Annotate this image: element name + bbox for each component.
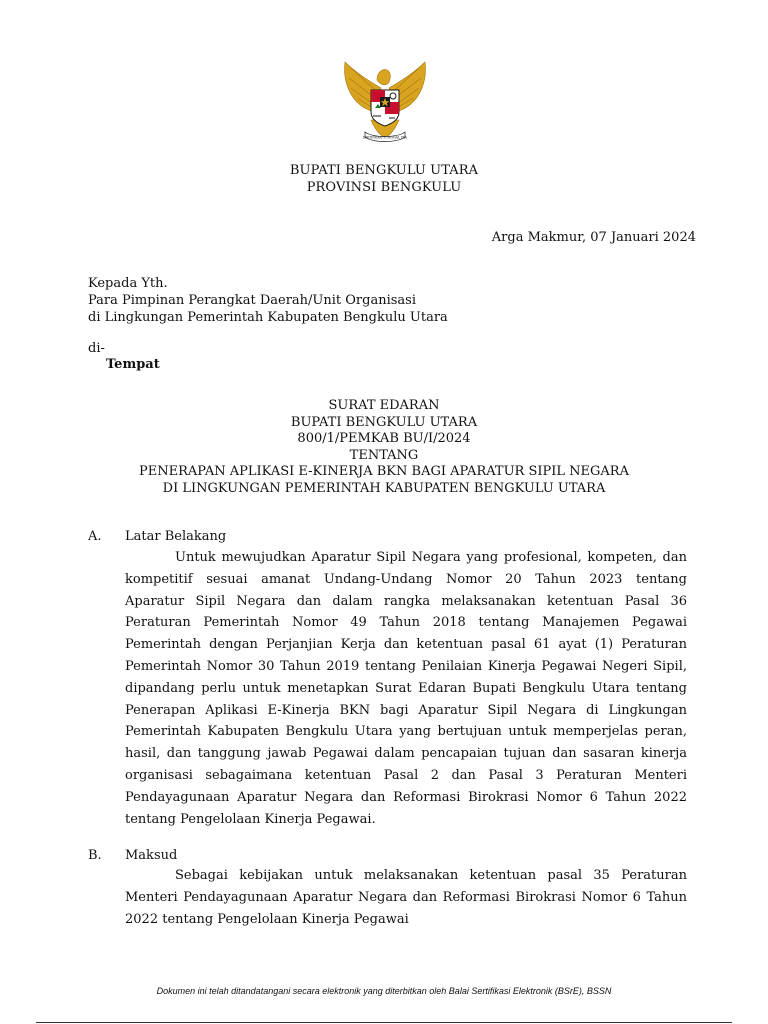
paragraph-line: tentang Pengelolaan Kinerja Pegawai. — [125, 811, 376, 827]
title-line-5: PENERAPAN APLIKASI E-KINERJA BKN BAGI APARATUR SIPIL NEGARA — [139, 464, 629, 479]
title-line-6: DI LINGKUNGAN PEMERINTAH KABUPATEN BENGKULU UTARA — [162, 480, 606, 496]
letterhead — [0, 162, 768, 196]
paragraph-line: Aparatur Sipil Negara dan dalam rangka melaksanakan ketentuan Pasal 36 — [125, 593, 687, 609]
section-a-heading: Latar Belakang — [125, 529, 227, 544]
section-b-heading: Maksud — [125, 848, 178, 863]
paragraph-line: kompetitif sesuai amanat Undang-Undang Nomor 20 Tahun 2023 tentang — [125, 571, 687, 587]
address-tempat: Tempat — [106, 357, 160, 372]
paragraph-line: Sebagai kebijakan untuk melaksanakan ketentuan pasal 35 Peraturan — [175, 868, 687, 883]
section-a-letter: A. — [88, 529, 102, 544]
motto-text: BHINNEKA TUNGGAL IKA — [363, 135, 407, 140]
address-line-1: Kepada Yth. — [88, 276, 168, 291]
paragraph-line: Penerapan Aplikasi E-Kinerja BKN bagi Aparatur Sipil Negara di Lingkungan — [125, 702, 687, 718]
letter-date: Arga Makmur, 07 Januari 2024 — [491, 230, 696, 245]
esign-footer-note: Dokumen ini telah ditandatangani secara elektronik yang diterbitkan oleh Balai Sertifikasi Elektronik (BSrE), BSSN — [156, 986, 612, 996]
title-line-3: 800/1/PEMKAB BU/I/2024 — [297, 431, 471, 446]
letterhead-line-1: BUPATI BENGKULU UTARA — [289, 163, 479, 178]
paragraph-line: 2022 tentang Pengelolaan Kinerja Pegawai — [125, 911, 409, 927]
recipient-address — [88, 275, 448, 326]
address-di: di- — [88, 341, 105, 356]
section-b-letter: B. — [88, 848, 102, 863]
document-title — [0, 398, 768, 497]
shield — [371, 90, 399, 126]
section-a-paragraph — [125, 547, 687, 830]
paragraph-line: Pemerintah Kabupaten Bengkulu Utara yang bertujuan untuk memperjelas peran, — [125, 724, 687, 740]
paragraph-line: Menteri Pendayagunaan Aparatur Negara dan Reformasi Birokrasi Nomor 6 Tahun — [125, 889, 687, 905]
title-line-4: TENTANG — [349, 447, 419, 463]
paragraph-line: Pendayagunaan Aparatur Negara dan Reformasi Birokrasi Nomor 6 Tahun 2022 — [125, 789, 687, 805]
letterhead-line-2: PROVINSI BENGKULU — [306, 180, 462, 195]
section-b-paragraph — [125, 865, 687, 930]
paragraph-line: Pemerintah Nomor 30 Tahun 2019 tentang Penilaian Kinerja Pegawai Negeri Sipil, — [125, 658, 687, 674]
footer-divider — [36, 1022, 732, 1023]
title-line-2: BUPATI BENGKULU UTARA — [290, 414, 478, 430]
address-line-2: Para Pimpinan Perangkat Daerah/Unit Organisasi — [88, 293, 417, 308]
garuda-emblem-icon — [337, 58, 433, 148]
paragraph-line: dipandang perlu untuk menetapkan Surat Edaran Bupati Bengkulu Utara tentang — [125, 680, 687, 696]
paragraph-line: Untuk mewujudkan Aparatur Sipil Negara yang profesional, kompeten, dan — [175, 550, 687, 565]
address-line-3: di Lingkungan Pemerintah Kabupaten Bengkulu Utara — [88, 310, 448, 325]
paragraph-line: Pemerintah dengan Perjanjian Kerja dan ketentuan pasal 61 ayat (1) Peraturan — [125, 637, 687, 653]
paragraph-line: Peraturan Pemerintah Nomor 49 Tahun 2018 tentang Manajemen Pegawai — [125, 615, 687, 631]
paragraph-line: organisasi sebagaimana ketentuan Pasal 2 dan Pasal 3 Peraturan Menteri — [125, 767, 687, 783]
title-line-1: SURAT EDARAN — [328, 398, 440, 413]
paragraph-line: hasil, dan tanggung jawab Pegawai dalam pencapaian tujuan dan sasaran kinerja — [125, 746, 687, 762]
